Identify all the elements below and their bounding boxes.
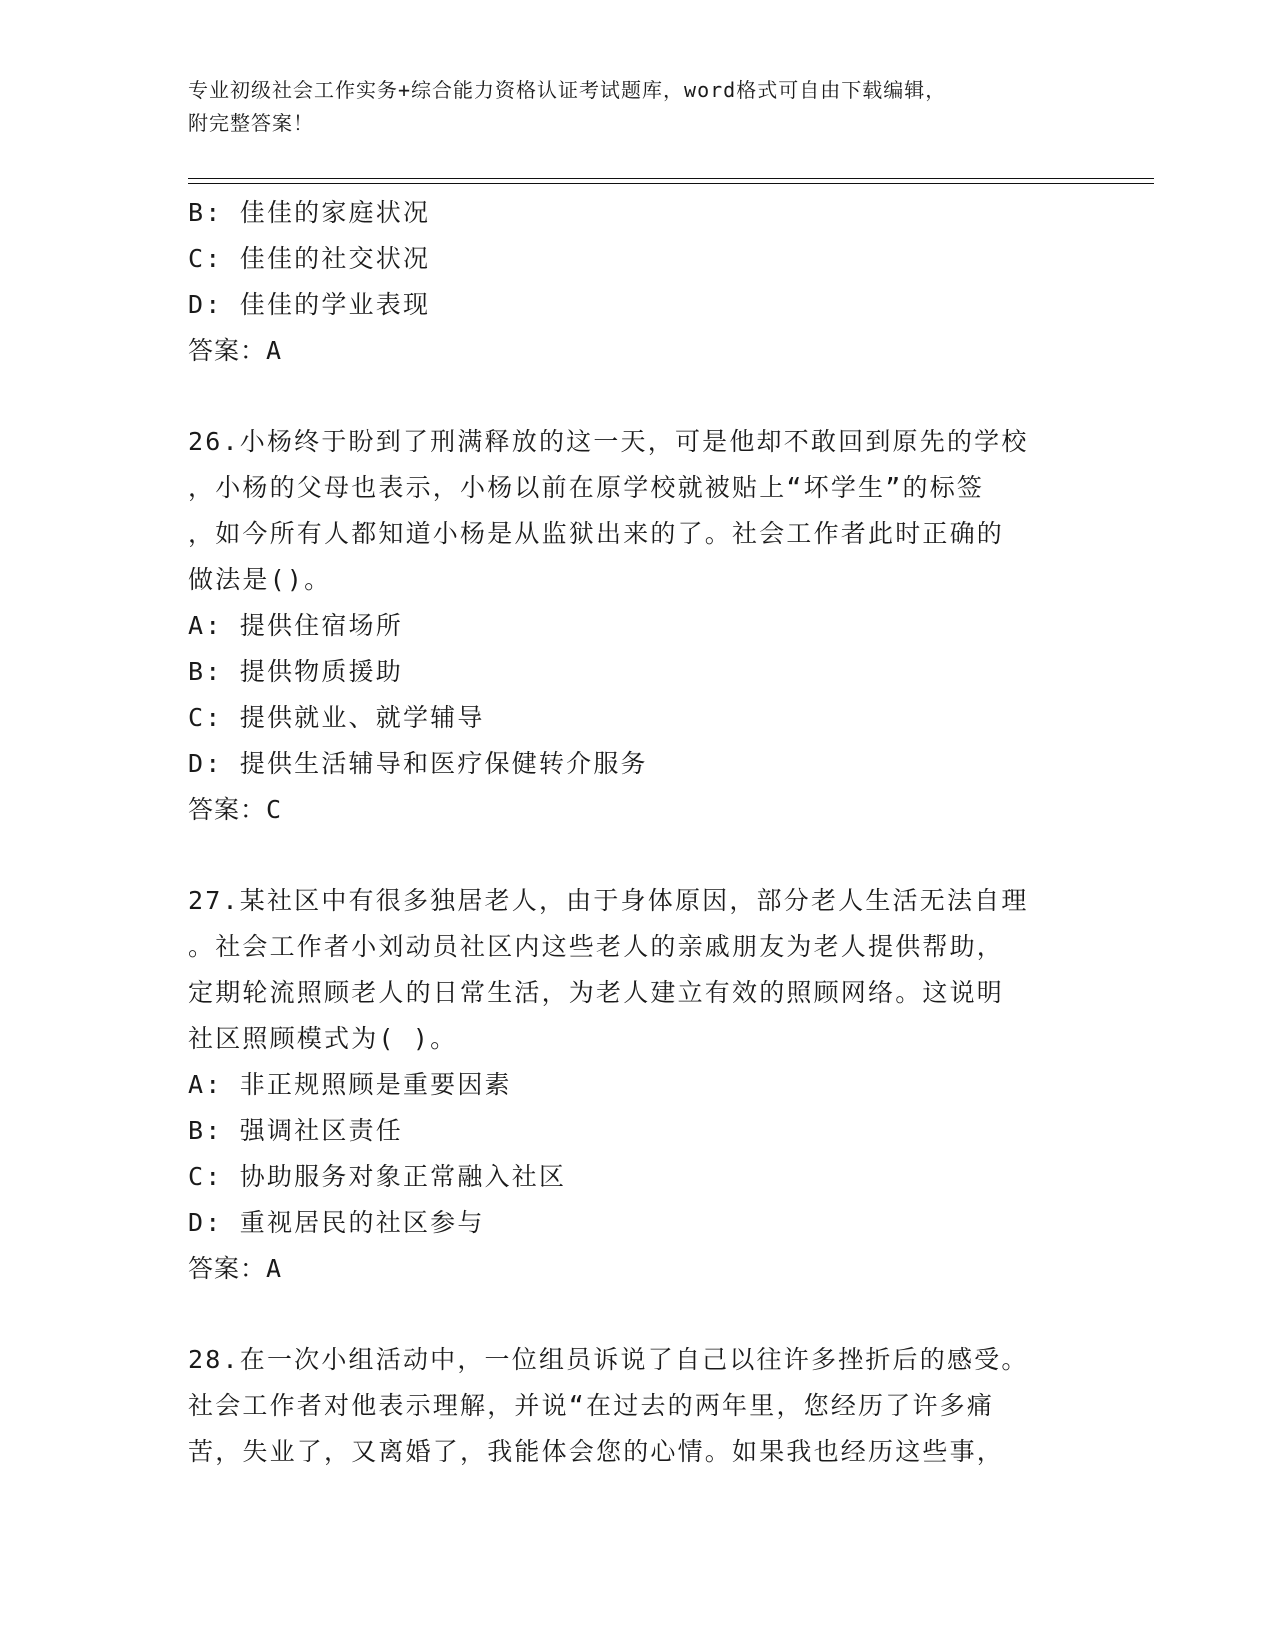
option-a: A: 非正规照顾是重要因素 <box>188 1070 512 1099</box>
spacer <box>188 833 1088 878</box>
option-c: C: 协助服务对象正常融入社区 <box>188 1162 567 1191</box>
option-a: A: 提供住宿场所 <box>188 611 403 640</box>
page-header <box>188 74 1088 140</box>
answer-line <box>188 1246 1088 1292</box>
answer-label: 答案： <box>188 1254 267 1283</box>
question-text-line: 。社会工作者小刘动员社区内这些老人的亲戚朋友为老人提供帮助， <box>188 932 1005 961</box>
option-d: D: 重视居民的社区参与 <box>188 1208 485 1237</box>
question-27 <box>188 878 1088 1292</box>
answer-line <box>188 787 1088 833</box>
question-28 <box>188 1337 1088 1475</box>
header-line-2: 附完整答案！ <box>188 111 314 135</box>
spacer <box>188 374 1088 419</box>
option-c: C: 提供就业、就学辅导 <box>188 703 485 732</box>
answer-line <box>188 328 1088 374</box>
question-26 <box>188 419 1088 833</box>
answer-label: 答案： <box>188 336 267 365</box>
spacer <box>188 1292 1088 1337</box>
option-d: D: 提供生活辅导和医疗保健转介服务 <box>188 749 648 778</box>
question-text-line: 社会工作者对他表示理解，并说“在过去的两年里，您经历了许多痛 <box>188 1391 995 1420</box>
question-text-line: 社区照顾模式为( )。 <box>188 1024 458 1053</box>
header-line-1: 专业初级社会工作实务+综合能力资格认证考试题库，word格式可自由下载编辑， <box>188 78 947 102</box>
answer-value: A <box>266 1254 283 1283</box>
question-text-line: 28.在一次小组活动中，一位组员诉说了自己以往许多挫折后的感受。 <box>188 1345 1029 1374</box>
question-text-line: 27.某社区中有很多独居老人，由于身体原因，部分老人生活无法自理 <box>188 886 1029 915</box>
option-b: B: 强调社区责任 <box>188 1116 403 1145</box>
option-c: C: 佳佳的社交状况 <box>188 244 431 273</box>
answer-value: C <box>266 795 283 824</box>
question-text-line: ，如今所有人都知道小杨是从监狱出来的了。社会工作者此时正确的 <box>188 519 1005 548</box>
header-divider-bottom <box>188 183 1154 184</box>
previous-question-block <box>188 190 1088 374</box>
answer-label: 答案： <box>188 795 267 824</box>
option-b: B: 提供物质援助 <box>188 657 403 686</box>
question-text-line: 苦，失业了，又离婚了，我能体会您的心情。如果我也经历这些事， <box>188 1437 1005 1466</box>
question-text-line: ，小杨的父母也表示，小杨以前在原学校就被贴上“坏学生”的标签 <box>188 473 985 502</box>
question-content <box>188 190 1088 1475</box>
question-text-line: 26.小杨终于盼到了刑满释放的这一天，可是他却不敢回到原先的学校 <box>188 427 1029 456</box>
option-d: D: 佳佳的学业表现 <box>188 290 431 319</box>
option-b: B: 佳佳的家庭状况 <box>188 198 431 227</box>
question-text-line: 定期轮流照顾老人的日常生活，为老人建立有效的照顾网络。这说明 <box>188 978 1005 1007</box>
question-text-line: 做法是()。 <box>188 565 332 594</box>
answer-value: A <box>266 336 283 365</box>
header-divider-top <box>188 178 1154 179</box>
